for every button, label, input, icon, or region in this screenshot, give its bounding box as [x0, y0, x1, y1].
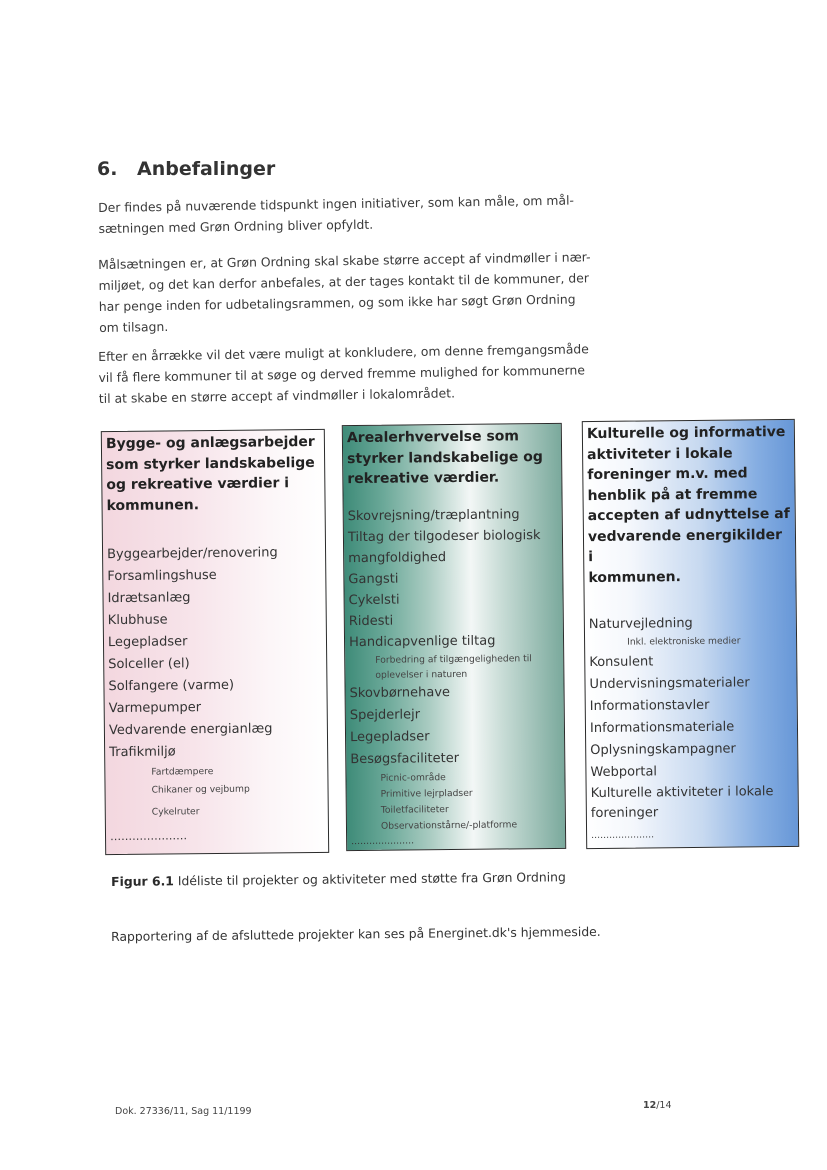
text-line: Der findes på nuværende tidspunkt ingen initiativer, som kan måle, om mål- — [98, 192, 575, 215]
list-item: Informationstavler — [589, 697, 710, 715]
list-item: Forsamlingshuse — [107, 567, 217, 585]
paragraph-1 — [98, 189, 609, 239]
list-item: Oplysningskampagner — [590, 741, 736, 759]
box-title-line: henblik på at fremme — [587, 485, 758, 504]
section-heading — [97, 158, 275, 180]
list-item: Cykelsti — [348, 592, 400, 608]
list-item: Idrætsanlæg — [107, 590, 191, 607]
list-item: Skovbørnehave — [349, 684, 451, 701]
box-title-line: Kulturelle og informative — [586, 423, 786, 443]
list-subitem: Toiletfaciliteter — [380, 803, 449, 816]
idea-box-cultural-activities — [582, 419, 799, 849]
text-line: Målsætningen er, at Grøn Ordning skal skabe større accept af vindmøller i nær- — [98, 249, 591, 272]
box-item-list — [585, 614, 798, 848]
list-item: Byggearbejder/renovering — [107, 545, 278, 563]
box-title-line: kommunen. — [588, 568, 681, 586]
section-title: Anbefalinger — [137, 158, 276, 180]
text-line: har penge inden for udbetalingsrammen, og som ikke har søgt Grøn Ordning — [98, 291, 576, 314]
list-item: Skovrejsning/træplantning — [347, 506, 520, 524]
list-item: Spejderlejr — [349, 706, 421, 723]
list-item: Solceller (el) — [108, 656, 190, 673]
box-item-list — [344, 503, 566, 848]
list-item: Besøgsfaciliteter — [350, 750, 460, 767]
list-subitem: Primitive lejrpladser — [380, 787, 473, 800]
page-number — [643, 1100, 672, 1111]
list-item: Undervisningsmaterialer — [589, 675, 750, 693]
list-subitem: Fartdæmpere — [151, 766, 214, 778]
list-item: Vedvarende energianlæg — [108, 721, 273, 739]
list-item: Informationsmateriale — [589, 719, 735, 737]
list-subitem: Inkl. elektroniske medier — [627, 635, 741, 648]
box-title-line: foreninger m.v. med — [587, 465, 748, 484]
box-title — [583, 420, 796, 588]
list-subitem: Chikaner og vejbump — [151, 783, 250, 796]
list-subitem: Observationstårne/-platforme — [380, 818, 518, 832]
list-item: Trafikmiljø — [109, 744, 176, 761]
list-item: Konsulent — [589, 654, 654, 671]
page-current: 12 — [643, 1100, 657, 1111]
list-item: Legepladser — [107, 634, 188, 651]
box-title-line: styrker landskabelige og — [347, 448, 543, 467]
list-item: Naturvejledning — [588, 615, 693, 633]
list-item: Handicapvenlige tiltag — [348, 633, 496, 650]
box-title — [343, 424, 562, 490]
list-item: Varmepumper — [108, 700, 202, 717]
text-line: til at skabe en større accept af vindmøller i lokalområdet. — [98, 385, 456, 406]
box-title — [102, 430, 325, 516]
box-title-line: accepten af udnyttelse af — [587, 505, 790, 525]
box-title-line: Arealerhvervelse som — [346, 428, 520, 447]
list-item: Klubhuse — [107, 612, 168, 629]
box-title-line: som styrker landskabelige — [106, 454, 315, 473]
list-ellipsis: ………………… — [351, 835, 415, 847]
box-title-line: aktiviteter i lokale — [587, 445, 733, 463]
list-item: foreninger — [590, 805, 659, 822]
text-line: sætningen med Grøn Ordning bliver opfyldt. — [98, 216, 374, 236]
box-title-line: Bygge- og anlægsarbejder — [105, 433, 315, 453]
list-item: Legepladser — [349, 728, 430, 745]
page-total: /14 — [656, 1100, 672, 1111]
list-subitem: Forbedring af tilgængeligheden til — [375, 652, 532, 666]
box-title-line: kommunen. — [106, 496, 200, 514]
idea-box-construction — [101, 429, 329, 855]
text-line: Efter en årrække vil det være muligt at konkludere, om denne fremgangsmåde — [98, 341, 589, 364]
paragraph-3 — [98, 338, 609, 409]
text-line: om tilsagn. — [99, 318, 169, 335]
figure-caption — [111, 869, 566, 889]
text-line: vil få flere kommuner til at søge og derved fremme mulighed for kommunerne — [98, 362, 586, 385]
list-subitem: Picnic-område — [380, 771, 446, 784]
list-item: Tiltag der tilgodeser biologisk — [347, 527, 541, 545]
box-title-line: vedvarende energikilder i — [587, 526, 783, 566]
list-item: mangfoldighed — [348, 549, 447, 566]
list-item: Kulturelle aktiviteter i lokale — [590, 784, 774, 802]
section-number: 6. — [97, 158, 118, 180]
document-reference: Dok. 27336/11, Sag 11/1199 — [115, 1106, 252, 1117]
list-subitem: Cykelruter — [151, 806, 200, 818]
list-item: Webportal — [590, 764, 658, 781]
idea-box-land-acquisition — [342, 423, 566, 851]
list-item: Gangsti — [348, 571, 399, 587]
paragraph-2 — [98, 246, 609, 338]
list-ellipsis: ………………… — [591, 830, 655, 842]
list-item: Ridesti — [348, 613, 394, 629]
figure-caption-text: Idéliste til projekter og aktiviteter med støtte fra Grøn Ordning — [173, 869, 566, 889]
box-item-list — [103, 542, 328, 848]
figure-label: Figur 6.1 — [111, 873, 174, 889]
box-title-line: rekreative værdier. — [347, 469, 500, 488]
box-title-line: og rekreative værdier i — [106, 475, 290, 494]
text-line: miljøet, og det kan derfor anbefales, at der tages kontakt til de kommuner, der — [98, 270, 590, 293]
list-subitem: oplevelser i naturen — [375, 668, 468, 681]
list-ellipsis: ………………… — [109, 829, 188, 844]
list-item: Solfangere (varme) — [108, 677, 235, 695]
report-line: Rapportering af de afsluttede projekter kan ses på Energinet.dk's hjemmeside. — [111, 923, 601, 944]
